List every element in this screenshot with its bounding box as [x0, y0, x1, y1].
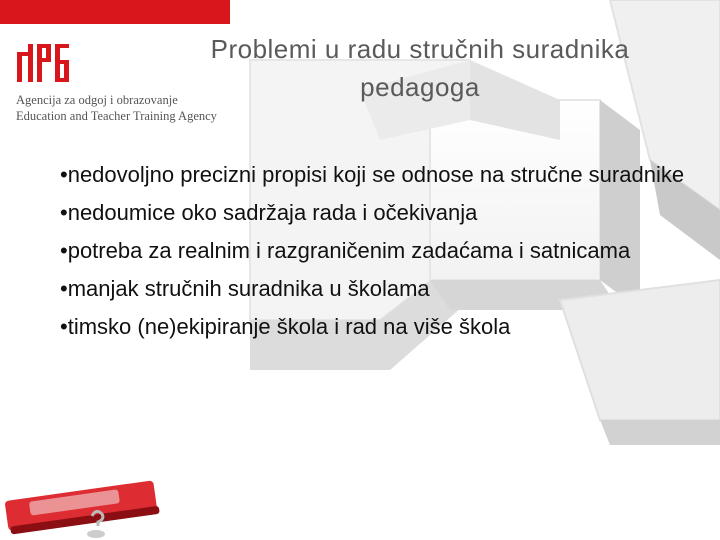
accent-bar — [0, 0, 230, 24]
bullet-text: nedovoljno precizni propisi koji se odnose na stručne suradnike — [67, 162, 685, 187]
slide-title-line1: Problemi u radu stručnih suradnika — [210, 34, 630, 64]
problem-illustration — [0, 472, 170, 540]
slide-title-line2: pedagoga — [360, 72, 480, 102]
agency-logo-icon — [15, 40, 73, 84]
bullet-item: •nedovoljno precizni propisi koji se odnose na stručne suradnike — [60, 162, 685, 187]
bullet-text: timsko (ne)ekipiranje škola i rad na više škola — [67, 314, 511, 339]
bullet-item: •manjak stručnih suradnika u školama — [60, 276, 430, 301]
slide-title — [120, 30, 720, 106]
bullet-item: •potreba za realnim i razgraničenim zadaćama i satnicama — [60, 238, 631, 263]
bullet-text: manjak stručnih suradnika u školama — [67, 276, 430, 301]
agency-name-hr: Agencija za odgoj i obrazovanje — [16, 93, 178, 107]
bullet-text: nedoumice oko sadržaja rada i očekivanja — [67, 200, 478, 225]
bullet-text: potreba za realnim i razgraničenim zadaćama i satnicama — [67, 238, 631, 263]
bullet-item: •nedoumice oko sadržaja rada i očekivanja — [60, 200, 478, 225]
bullet-item: •timsko (ne)ekipiranje škola i rad na više škola — [60, 314, 511, 339]
agency-name-en: Education and Teacher Training Agency — [16, 109, 217, 123]
bullet-list — [60, 160, 720, 350]
